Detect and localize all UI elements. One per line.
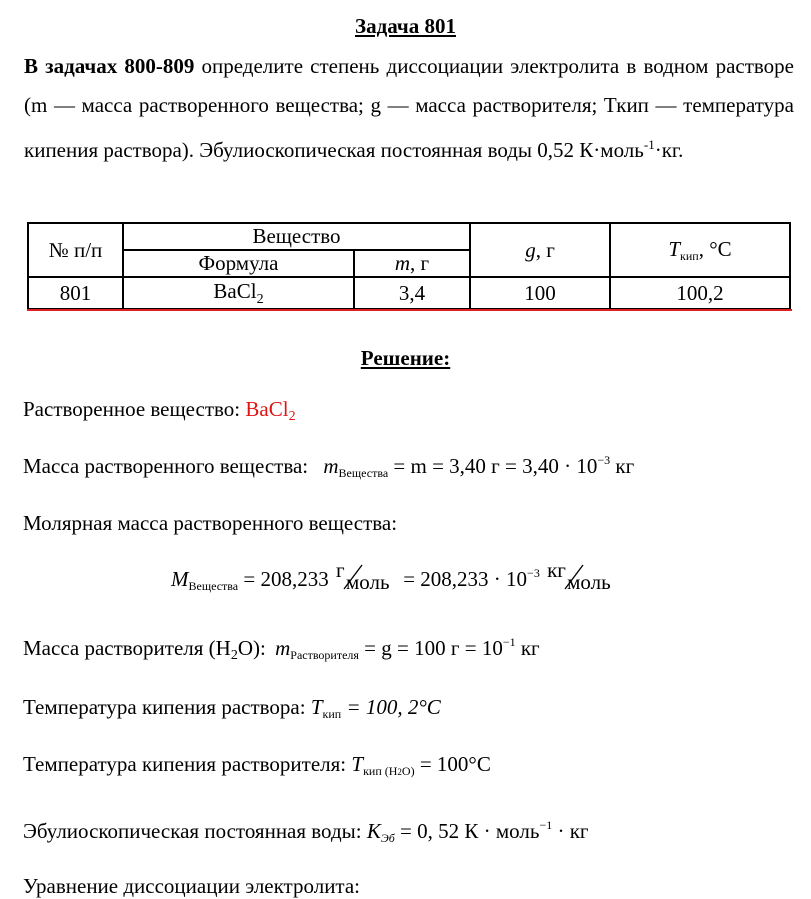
solution-heading: Решение: bbox=[360, 346, 451, 370]
header-temperature: $T_{кип}$, °С bbox=[610, 223, 790, 277]
cell-formula: BaCl$_2$ bbox=[123, 277, 354, 309]
header-mass: m, г bbox=[354, 250, 470, 277]
header-g: g, г bbox=[470, 223, 610, 277]
formula-solution-boiling: $T_{кип} = 100$, 2°C bbox=[310, 695, 441, 721]
header-substance: Вещество bbox=[123, 223, 470, 250]
solute-formula: BaCl$_2$ bbox=[245, 397, 296, 424]
formula-ebullioscopic-constant: $K_{Эб} = 0$, 52 К · моль$^{-1}$ · кг bbox=[366, 818, 589, 845]
line-solvent-mass: Масса растворителя $(H_2O)$: $m_{Растворителя} = g = 100$ $г = 10^{-1}$ кг bbox=[23, 635, 540, 663]
line-solute-mass: Масса растворенного вещества: $m_{Вещества} = m = 3,40$ $г = 3,40 \cdot 10^{-3}$ кг bbox=[23, 453, 635, 480]
formula-solvent-boiling: $T_{кип (H2O)} = 100^\circ C$ bbox=[351, 752, 491, 778]
table-underline bbox=[27, 309, 792, 311]
line-molar-mass-label: Молярная масса растворенного вещества: bbox=[23, 511, 398, 535]
cell-number: 801 bbox=[28, 277, 123, 309]
formula-solute-mass: $m_{Вещества} = m = 3,40$ $г = 3,40 \cdot 10^{-3}$ кг bbox=[323, 453, 635, 480]
task-range: В задачах 800-809 bbox=[24, 54, 195, 78]
cell-temperature: 100,2 bbox=[610, 277, 790, 309]
header-number: № п/п bbox=[28, 223, 123, 277]
task-text: определите степень диссоциации электролита в водном растворе (m — масса растворенного вещества; g — масса растворителя; Ткип — температура кипения раствора). Эбулиоскопическая постоянная воды 0,52 К·моль bbox=[24, 54, 794, 162]
line-dissociation-equation: Уравнение диссоциации электролита: bbox=[23, 874, 361, 898]
formula-solvent-mass: $m_{Растворителя} = g = 100$ $г = 10^{-1}$ кг bbox=[275, 635, 540, 662]
line-solute: Растворенное вещество: BaCl$_2$ bbox=[23, 397, 296, 424]
line-ebullioscopic-constant: Эбулиоскопическая постоянная воды: $K_{Эб} = 0$, 52 К · моль$^{-1}$ · кг bbox=[23, 818, 589, 845]
task-description bbox=[24, 47, 794, 170]
unit-fraction-kg-mol: кг моль bbox=[547, 558, 611, 594]
header-formula: Формула bbox=[123, 250, 354, 277]
cell-mass: 3,4 bbox=[354, 277, 470, 309]
line-solution-boiling: Температура кипения раствора: $T_{кип} = 100$, 2°C bbox=[23, 695, 441, 721]
unit-fraction-g-mol: г моль bbox=[335, 558, 390, 594]
task-exponent: -1 bbox=[643, 137, 655, 152]
task-title: Задача 801 bbox=[355, 14, 456, 38]
task-text-end: ·кг. bbox=[654, 138, 684, 162]
formula-molar-mass: $M_{Вещества} = 208,233$ г моль = $208,233 \cdot 10^{-3}$ кг моль bbox=[171, 558, 611, 594]
cell-g: 100 bbox=[470, 277, 610, 309]
line-solvent-boiling: Температура кипения растворителя: $T_{кип (H2O)} = 100^\circ C$ bbox=[23, 752, 491, 778]
task-table bbox=[27, 222, 791, 310]
